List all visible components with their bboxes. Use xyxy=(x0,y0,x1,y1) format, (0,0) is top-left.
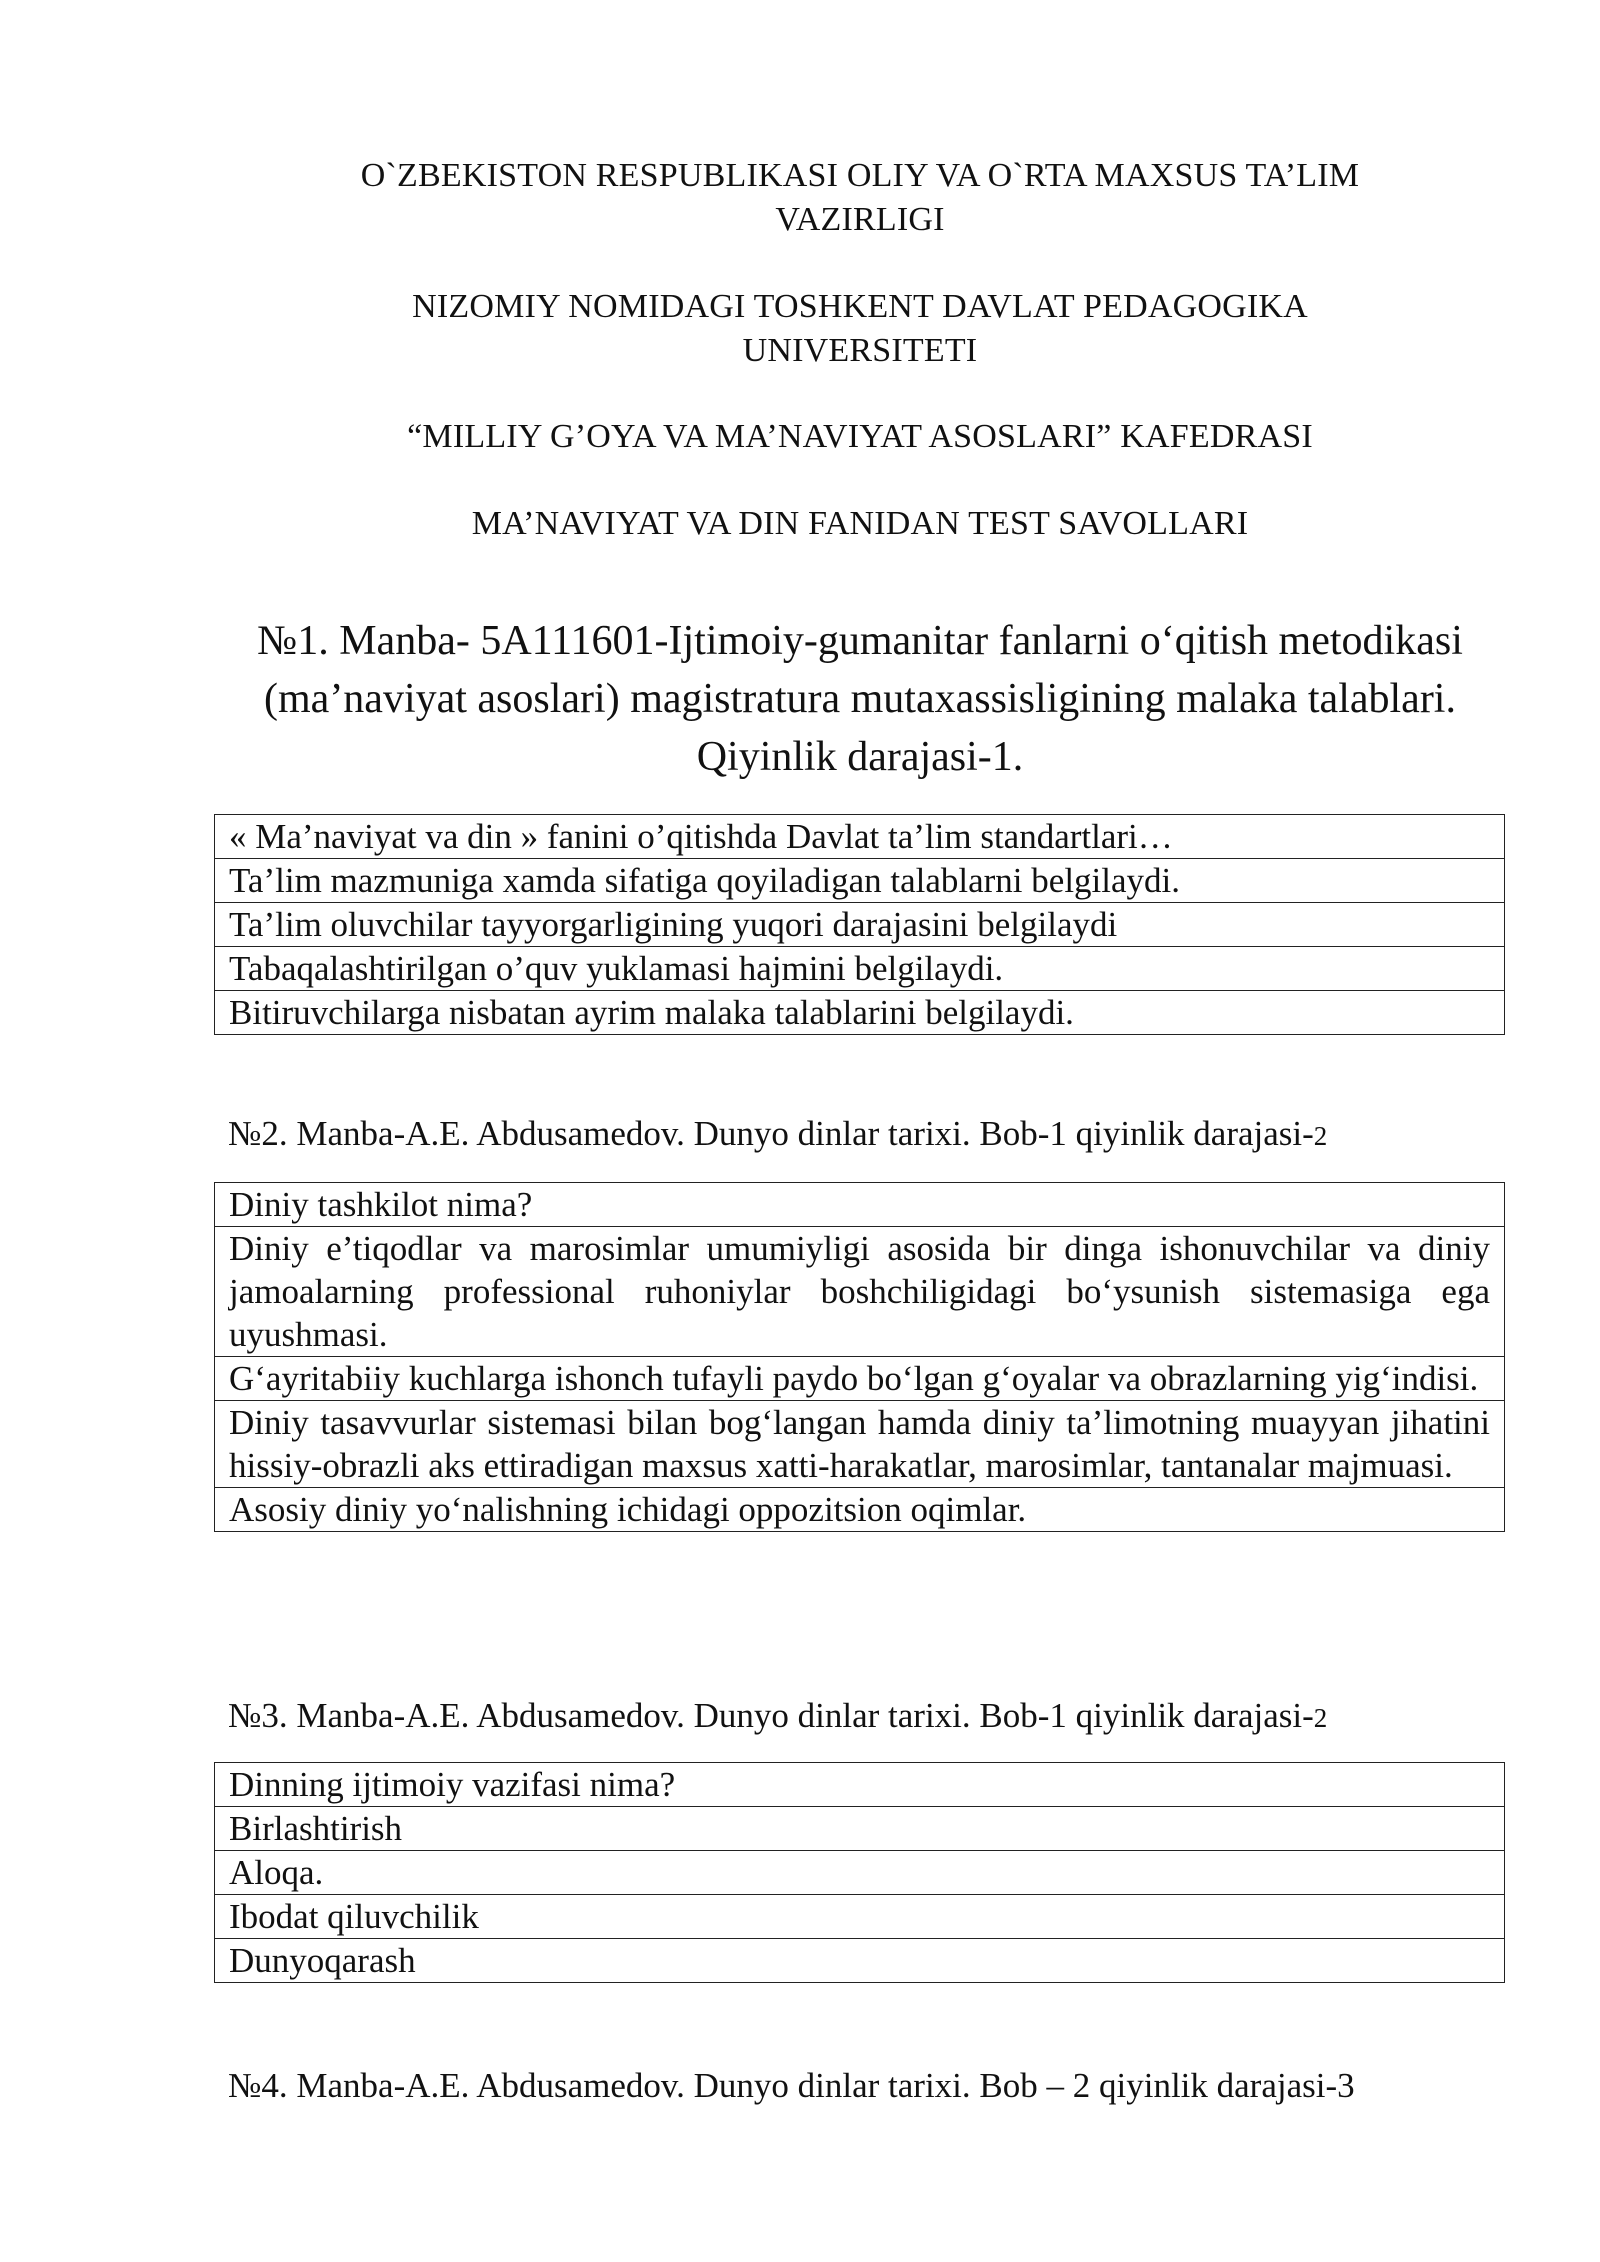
answer-option: G‘ayritabiiy kuchlarga ishonch tufayli paydo bo‘lgan g‘oyalar va obrazlarning yig‘indisi. xyxy=(215,1357,1505,1401)
question-text: Dinning ijtimoiy vazifasi nima? xyxy=(215,1763,1505,1807)
answer-option: Aloqa. xyxy=(215,1851,1505,1895)
question-4-heading: №4. Manba-A.E. Abdusamedov. Dunyo dinlar tarixi. Bob – 2 qiyinlik darajasi-3 xyxy=(228,2066,1355,2105)
answer-row xyxy=(215,1895,1505,1939)
answer-row xyxy=(215,1851,1505,1895)
answer-row xyxy=(215,1401,1505,1488)
university-title-line1: NIZOMIY NOMIDAGI TOSHKENT DAVLAT PEDAGOGIKA xyxy=(412,288,1308,325)
question-3-heading-level: 2 xyxy=(1313,1703,1328,1733)
answer-row xyxy=(215,1488,1505,1532)
answer-option: Asosiy diniy yo‘nalishning ichidagi oppozitsion oqimlar. xyxy=(215,1488,1505,1532)
question-2-table xyxy=(214,1182,1505,1532)
university-title-line2: UNIVERSITETI xyxy=(742,332,978,369)
question-3-heading xyxy=(228,1694,1327,1740)
question-2-heading-text: №2. Manba-A.E. Abdusamedov. Dunyo dinlar tarixi. Bob-1 qiyinlik darajasi- xyxy=(228,1114,1314,1153)
source-line3: Qiyinlik darajasi-1. xyxy=(696,734,1024,780)
answer-row xyxy=(215,991,1505,1035)
answer-row xyxy=(215,1939,1505,1983)
answer-option: Ibodat qiluvchilik xyxy=(215,1895,1505,1939)
question-row xyxy=(215,815,1505,859)
question-2-heading-level: 2 xyxy=(1313,1121,1328,1151)
answer-row xyxy=(215,947,1505,991)
answer-row xyxy=(215,1227,1505,1357)
source-line2: (ma’naviyat asoslari) magistratura mutaxassisligining malaka talablari. xyxy=(264,676,1456,722)
answer-row xyxy=(215,859,1505,903)
department-title: “MILLIY G’OYA VA MA’NAVIYAT ASOSLARI” KAFEDRASI xyxy=(407,418,1313,455)
question-row xyxy=(215,1183,1505,1227)
question-3-heading-text: №3. Manba-A.E. Abdusamedov. Dunyo dinlar tarixi. Bob-1 qiyinlik darajasi- xyxy=(228,1696,1314,1735)
answer-option: Tabaqalashtirilgan o’quv yuklamasi hajmini belgilaydi. xyxy=(215,947,1505,991)
answer-row xyxy=(215,1807,1505,1851)
answer-row xyxy=(215,903,1505,947)
answer-option: Diniy e’tiqodlar va marosimlar umumiyligi asosida bir dinga ishonuvchilar va diniy jamoalarning professional ruhoniylar boshchiligidagi bo‘ysunish sistemasiga ega uyushmasi. xyxy=(215,1227,1505,1357)
ministry-title-line2: VAZIRLIGI xyxy=(775,201,945,238)
answer-option: Bitiruvchilarga nisbatan ayrim malaka talablarini belgilaydi. xyxy=(215,991,1505,1035)
answer-option: Ta’lim mazmuniga xamda sifatiga qoyiladigan talablarni belgilaydi. xyxy=(215,859,1505,903)
ministry-title-line1: O`ZBEKISTON RESPUBLIKASI OLIY VA O`RTA MAXSUS TA’LIM xyxy=(360,157,1360,194)
answer-row xyxy=(215,1357,1505,1401)
question-row xyxy=(215,1763,1505,1807)
answer-option: Birlashtirish xyxy=(215,1807,1505,1851)
question-text: Diniy tashkilot nima? xyxy=(215,1183,1505,1227)
answer-option: Dunyoqarash xyxy=(215,1939,1505,1983)
question-text: « Ma’naviyat va din » fanini o’qitishda Davlat ta’lim standartlari… xyxy=(215,815,1505,859)
answer-option: Ta’lim oluvchilar tayyorgarligining yuqori darajasini belgilaydi xyxy=(215,903,1505,947)
question-3-table xyxy=(214,1762,1505,1983)
source-line1: №1. Manba- 5A111601-Ijtimoiy-gumanitar fanlarni o‘qitish metodikasi xyxy=(257,618,1463,664)
question-2-heading xyxy=(228,1112,1327,1158)
answer-option: Diniy tasavvurlar sistemasi bilan bog‘langan hamda diniy ta’limotning muayyan jihatini hissiy-obrazli aks ettiradigan maxsus xatti-harakatlar, marosimlar, tantanalar majmuasi. xyxy=(215,1401,1505,1488)
question-1-table xyxy=(214,814,1505,1035)
document-title: MA’NAVIYAT VA DIN FANIDAN TEST SAVOLLARI xyxy=(471,505,1249,542)
